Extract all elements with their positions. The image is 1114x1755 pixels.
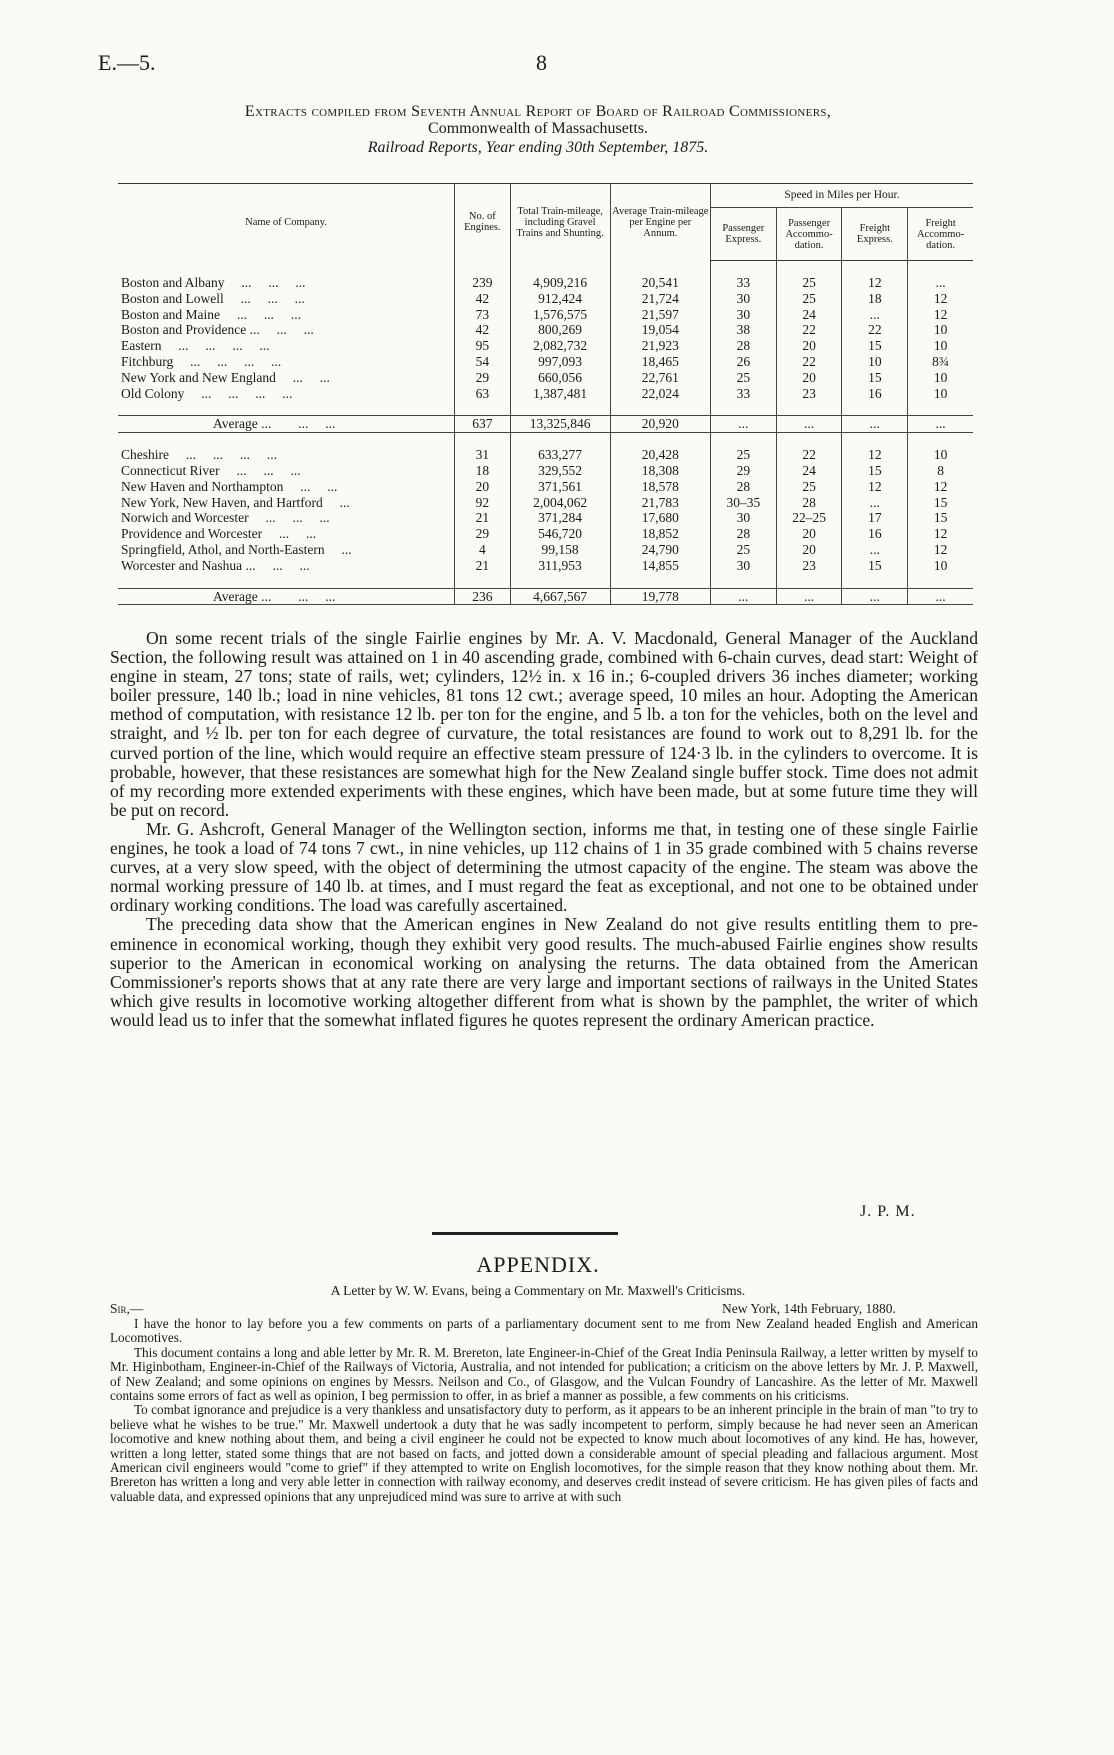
company-name: New Haven and Northampton [121,478,284,494]
company-name: Fitchburg [121,353,174,369]
passenger-accommodation-cell: 20 [776,338,842,354]
letter-paragraph-2: This document contains a long and able letter by Mr. R. M. Brereton, late Engineer-in-Chief of the Great India Peninsula Railway, a letter written by myself to Mr. Higinbotham, Engineer-in-Chief of the Railways of Victoria, Australia, and not intended for publication; a criticism on the above letters by Mr. J. P. Maxwell, of New Zealand; and some opinions on engines by Messrs. Neilson and Co., of Glasgow, and the Vulcan Foundry of Lancashire. As the letter of Mr. Maxwell contains some errors of fact as well as opinion, I beg permission to offer, in as brief a manner as possible, a few comments on his criticisms. [110,1344,978,1404]
average-cell: 20,428 [610,447,710,463]
leader-dots: ... ... [279,526,317,542]
average-cell: 20,920 [610,416,710,433]
header-passenger-accommodation: Passenger Accommo- dation. [776,208,842,261]
body-paragraph-1: On some recent trials of the single Fairlie engines by Mr. A. V. Macdonald, General Manager of the Auckland Section, the following result was attained on 1 in 40 ascending grade, combined with 6-chain curves, dead start: Weight of engine in steam, 27 tons; state of rails, wet; cylinders, 12½ in. x 16 in.; 6-coupled drivers 36 inches diameter; working boiler pressure, 140 lb.; load in nine vehicles, 81 tons 12 cwt.; average speed, 10 miles an hour. Adopting the American method of computation, with resistance 12 lb. per ton for the engine, and 5 lb. a ton for the vehicles, both on the level and straight, and ½ lb. per ton for each degree of curvature, the total resistances are found to work out to 8,291 lb. for the curved portion of the line, which would require an effective steam pressure of 124·3 lb. in the cylinders to overcome. It is probable, however, that these resistances are somewhat high for the New Zealand single buffer stock. Time does not admit of my recording more extended experiments with these engines, which have been made, but at some future time they will be put on record. [110,628,978,820]
page-header [98,50,1018,80]
freight-accommodation-cell: ... [908,416,973,433]
table-row [118,463,973,479]
table-row [118,354,973,370]
passenger-accommodation-cell: 20 [776,370,842,386]
passenger-express-cell: 33 [710,386,776,402]
mileage-cell: 997,093 [510,354,610,370]
engines-cell: 239 [455,275,510,291]
leader-dots: ... ... ... ... [185,447,277,463]
leader-dots: ... ... ... [236,306,301,322]
freight-express-cell: 15 [842,463,908,479]
company-name: Boston and Providence ... [121,322,260,338]
freight-accommodation-cell: 15 [908,495,973,511]
freight-accommodation-cell: 10 [908,322,973,338]
company-name: New York, New Haven, and Hartford [121,494,323,510]
header-speed-group: Speed in Miles per Hour. [710,184,973,208]
company-name: Springfield, Athol, and North-Eastern [121,541,325,557]
table-row [118,307,973,323]
engines-cell: 29 [455,526,510,542]
passenger-accommodation-cell: 22 [776,322,842,338]
average-cell: 21,724 [610,291,710,307]
title-line-3: Railroad Reports, Year ending 30th September, 1875. [367,139,709,156]
freight-accommodation-cell: 12 [908,542,973,558]
passenger-accommodation-cell: 23 [776,386,842,402]
freight-accommodation-cell: 8¾ [908,354,973,370]
company-name: Boston and Lowell [121,290,224,306]
freight-express-cell: 10 [842,354,908,370]
page-number: 8 [536,50,547,75]
table-row [118,291,973,307]
average-cell: 18,465 [610,354,710,370]
passenger-accommodation-cell: 22–25 [776,510,842,526]
freight-accommodation-cell: 8 [908,463,973,479]
engines-cell: 42 [455,291,510,307]
passenger-accommodation-cell: ... [776,416,842,433]
leader-dots: ... [341,541,352,557]
mileage-cell: 4,909,216 [510,275,610,291]
leader-dots: ... ... [298,416,336,432]
table-row [118,447,973,463]
freight-accommodation-cell: 10 [908,370,973,386]
freight-accommodation-cell: 12 [908,307,973,323]
passenger-express-cell: 30 [710,307,776,323]
passenger-accommodation-cell: 20 [776,542,842,558]
passenger-express-cell: ... [710,416,776,433]
mileage-cell: 13,325,846 [510,416,610,433]
freight-express-cell: 15 [842,338,908,354]
passenger-express-cell: 38 [710,322,776,338]
passenger-express-cell: 30 [710,558,776,574]
body-paragraph-3: The preceding data show that the American engines in New Zealand do not give results entitling them to pre-eminence in economical working, though they exhibit very good results. The much-abused Fairlie engines show results superior to the American in economical working on analysing the returns. The data obtained from the American Commissioner's reports shows that at any rate there are very large and important sections of railways in the United States which give results in locomotive working altogether different from what is shown by the pamphlet, the writer of which would lead us to infer that the somewhat inflated figures he quotes represent the ordinary American practice. [110,914,978,1030]
average-label: Average ... [213,416,272,432]
leader-dots: ... ... ... [265,510,330,526]
average-row [118,416,973,433]
table-row [118,322,973,338]
average-cell: 19,778 [610,588,710,605]
average-cell: 18,852 [610,526,710,542]
freight-accommodation-cell: ... [908,588,973,605]
passenger-accommodation-cell: 28 [776,495,842,511]
average-cell: 21,923 [610,338,710,354]
mileage-cell: 660,056 [510,370,610,386]
title-line-1: Extracts compiled from Seventh Annual Report of Board of Railroad Commissioners, [244,103,832,120]
mileage-cell: 371,284 [510,510,610,526]
engines-cell: 73 [455,307,510,323]
leader-dots: ... ... ... ... [201,385,293,401]
letter-salutation: Sir,— [110,1301,144,1316]
mileage-cell: 329,552 [510,463,610,479]
engines-cell: 95 [455,338,510,354]
average-label: Average ... [213,588,272,604]
freight-express-cell: ... [842,495,908,511]
company-name: Eastern [121,338,162,354]
average-cell: 21,597 [610,307,710,323]
report-body [110,629,978,1030]
engines-cell: 21 [455,558,510,574]
company-name: Providence and Worcester [121,526,263,542]
title-line-2: Commonwealth of Massachusetts. [428,120,648,137]
freight-express-cell: 12 [842,479,908,495]
leader-dots: ... ... ... [240,290,305,306]
freight-accommodation-cell: 12 [908,479,973,495]
header-freight-accommodation: Freight Accommo- dation. [908,208,973,261]
mileage-cell: 1,387,481 [510,386,610,402]
document-reference: E.—5. [98,50,156,75]
passenger-express-cell: 28 [710,479,776,495]
average-cell: 14,855 [610,558,710,574]
average-cell: 22,761 [610,370,710,386]
freight-express-cell: ... [842,588,908,605]
header-freight-express: Freight Express. [842,208,908,261]
table-row [118,370,973,386]
passenger-express-cell: 30 [710,291,776,307]
freight-express-cell: 17 [842,510,908,526]
author-signature: J. P. M. [860,1203,916,1220]
leader-dots: ... ... ... [241,275,306,290]
company-name: Norwich and Worcester [121,510,249,526]
passenger-accommodation-cell: 24 [776,463,842,479]
letter-paragraph-1: I have the honor to lay before you a few comments on parts of a parliamentary document sent to me from New Zealand headed English and American Locomotives. [110,1316,978,1346]
average-cell: 18,308 [610,463,710,479]
table-row [118,338,973,354]
average-row [118,588,973,605]
table-row [118,386,973,402]
engines-cell: 637 [455,416,510,433]
table-row [118,275,973,291]
passenger-express-cell: 30 [710,510,776,526]
freight-express-cell: 15 [842,370,908,386]
freight-express-cell: ... [842,307,908,323]
passenger-accommodation-cell: 20 [776,526,842,542]
leader-dots: ... ... [276,322,314,338]
average-cell: 20,541 [610,275,710,291]
company-name: Boston and Maine [121,306,220,322]
table-row [118,495,973,511]
company-name: Boston and Albany [121,275,225,290]
leader-dots: ... ... [300,478,338,494]
freight-express-cell: ... [842,542,908,558]
mileage-cell: 311,953 [510,558,610,574]
freight-accommodation-cell: 10 [908,386,973,402]
passenger-express-cell: 33 [710,275,776,291]
table-row [118,558,973,574]
freight-express-cell: 18 [842,291,908,307]
appendix-letter-body [110,1317,978,1504]
leader-dots: ... ... [272,557,310,573]
mileage-cell: 546,720 [510,526,610,542]
freight-accommodation-cell: ... [908,275,973,291]
passenger-express-cell: 25 [710,370,776,386]
railroad-statistics-table [118,183,973,605]
mileage-cell: 2,004,062 [510,495,610,511]
leader-dots: ... [339,494,350,510]
freight-accommodation-cell: 10 [908,558,973,574]
header-engines: No. of Engines. [455,184,510,261]
freight-accommodation-cell: 15 [908,510,973,526]
engines-cell: 18 [455,463,510,479]
header-passenger-express: Passenger Express. [710,208,776,261]
engines-cell: 20 [455,479,510,495]
passenger-accommodation-cell: 24 [776,307,842,323]
letter-date: New York, 14th February, 1880. [722,1301,896,1316]
passenger-accommodation-cell: 25 [776,275,842,291]
leader-dots: ... ... [292,369,330,385]
header-total-mileage: Total Train-mileage, including Gravel Trains and Shunting. [510,184,610,261]
engines-cell: 63 [455,386,510,402]
table-row [118,510,973,526]
engines-cell: 54 [455,354,510,370]
freight-express-cell: 15 [842,558,908,574]
average-cell: 17,680 [610,510,710,526]
passenger-accommodation-cell: 25 [776,291,842,307]
letter-paragraph-3: To combat ignorance and prejudice is a very thankless and unsatisfactory duty to perform, as it appears to be an inherent principle in the brain of man "to try to believe what he wishes to be true." Mr. Maxwell undertook a duty that he was sadly incompetent to perform, simply because he had never seen an American locomotive and knew nothing about them, and being a civil engineer he could not be expected to know much about locomotives of any kind. He has, however, written a long letter, stated some things that are not based on facts, and jotted down a considerable amount of special pleading and fallacious argument. Most American civil engineers would "come to grief" if they attempted to write on English locomotives, for the simple reason that they know nothing about them. Mr. Brereton has written a long and very able letter in connection with railway economy, and deserves credit instead of severe criticism. He has given piles of facts and valuable data, and expressed opinions that any unprejudiced mind was sure to arrive at with such [110,1402,978,1504]
company-name: Cheshire [121,447,169,463]
mileage-cell: 2,082,732 [510,338,610,354]
freight-accommodation-cell: 10 [908,338,973,354]
engines-cell: 29 [455,370,510,386]
freight-express-cell: 12 [842,275,908,291]
passenger-accommodation-cell: 22 [776,447,842,463]
report-title [98,103,978,157]
leader-dots: ... ... ... ... [190,353,282,369]
freight-express-cell: 16 [842,526,908,542]
freight-express-cell: 16 [842,386,908,402]
mileage-cell: 4,667,567 [510,588,610,605]
table-row [118,526,973,542]
freight-accommodation-cell: 10 [908,447,973,463]
leader-dots: ... ... ... [236,462,301,478]
mileage-cell: 912,424 [510,291,610,307]
table-row [118,542,973,558]
freight-express-cell: ... [842,416,908,433]
average-cell: 22,024 [610,386,710,402]
passenger-accommodation-cell: 23 [776,558,842,574]
company-name: Old Colony [121,385,185,401]
passenger-accommodation-cell: ... [776,588,842,605]
passenger-express-cell: 30–35 [710,495,776,511]
engines-cell: 31 [455,447,510,463]
freight-express-cell: 22 [842,322,908,338]
engines-cell: 236 [455,588,510,605]
appendix-heading: APPENDIX. [476,1252,600,1277]
freight-express-cell: 12 [842,447,908,463]
mileage-cell: 1,576,575 [510,307,610,323]
passenger-express-cell: 29 [710,463,776,479]
body-paragraph-2: Mr. G. Ashcroft, General Manager of the Wellington section, informs me that, in testing one of these single Fairlie engines, he took a load of 74 tons 7 cwt., in nine vehicles, up 112 chains of 1 in 35 grade combined with 5 chains reverse curves, at a very slow speed, with the object of determining the utmost capacity of the engine. The steam was above the normal working pressure of 140 lb. at times, and I must regard the feat as exceptional, and not one to be obtained under ordinary working conditions. The load was carefully ascertained. [110,818,978,916]
average-cell: 21,783 [610,495,710,511]
passenger-express-cell: 25 [710,542,776,558]
passenger-express-cell: 28 [710,526,776,542]
average-cell: 18,578 [610,479,710,495]
passenger-accommodation-cell: 22 [776,354,842,370]
company-name: Worcester and Nashua ... [121,557,256,573]
company-name: New York and New England [121,369,276,385]
freight-accommodation-cell: 12 [908,526,973,542]
passenger-express-cell: ... [710,588,776,605]
passenger-accommodation-cell: 25 [776,479,842,495]
mileage-cell: 633,277 [510,447,610,463]
passenger-express-cell: 28 [710,338,776,354]
letter-title: A Letter by W. W. Evans, being a Commentary on Mr. Maxwell's Criticisms. [330,1283,746,1298]
company-name: Connecticut River [121,462,220,478]
passenger-express-cell: 25 [710,447,776,463]
average-cell: 24,790 [610,542,710,558]
engines-cell: 92 [455,495,510,511]
engines-cell: 4 [455,542,510,558]
header-name-of-company: Name of Company. [118,184,455,261]
leader-dots: ... ... [298,588,336,604]
engines-cell: 42 [455,322,510,338]
average-cell: 19,054 [610,322,710,338]
mileage-cell: 800,269 [510,322,610,338]
section-divider [432,1232,618,1235]
mileage-cell: 371,561 [510,479,610,495]
table-row [118,479,973,495]
leader-dots: ... ... ... ... [178,338,270,354]
passenger-express-cell: 26 [710,354,776,370]
mileage-cell: 99,158 [510,542,610,558]
engines-cell: 21 [455,510,510,526]
header-average-mileage: Average Train-mileage per Engine per Annum. [610,184,710,261]
freight-accommodation-cell: 12 [908,291,973,307]
